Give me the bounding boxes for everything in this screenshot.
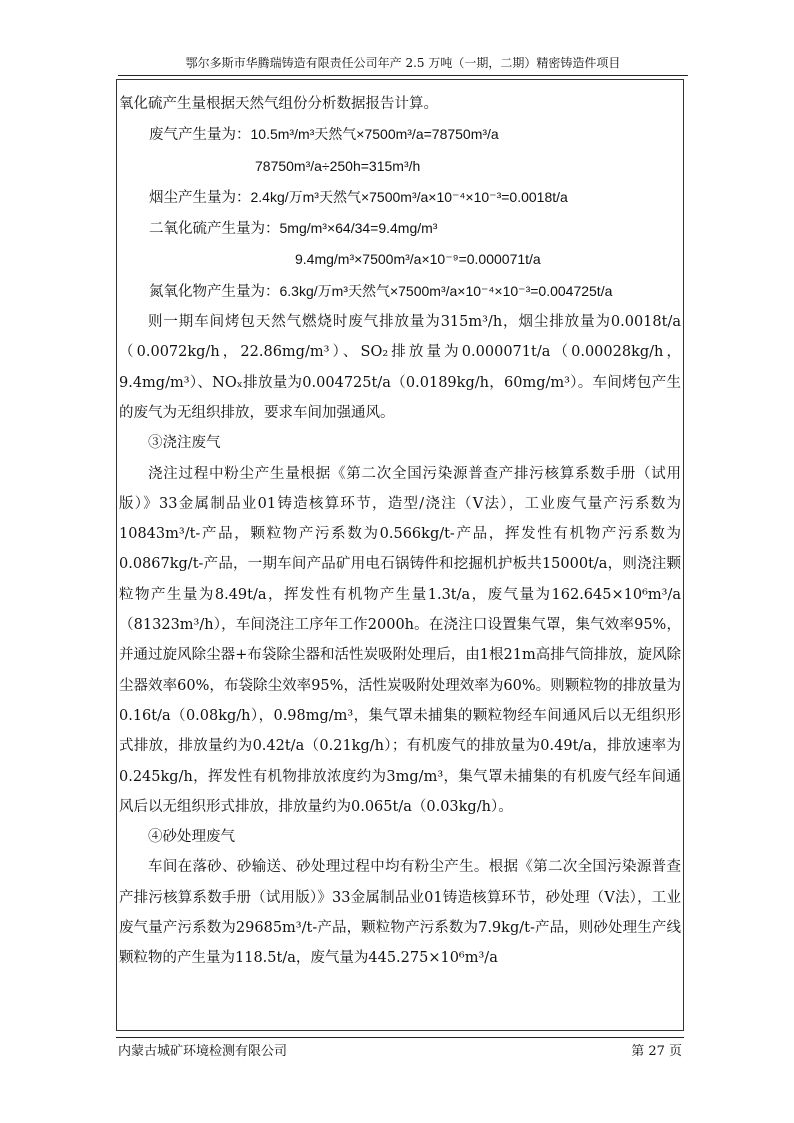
nox-equation-line <box>119 276 681 307</box>
header-rule <box>118 75 688 76</box>
section-4-title: ④砂处理废气 <box>148 829 235 846</box>
footer-company: 内蒙古城矿环境检测有限公司 <box>118 1044 288 1059</box>
nox-equation: 6.3kg/万m³天然气×7500m³/a×10⁻⁴×10⁻³=0.004725t/a <box>279 282 613 299</box>
exhaust-equation-line-2 <box>119 151 681 182</box>
document-body <box>119 89 681 974</box>
section-3-title: ③浇注废气 <box>148 435 221 452</box>
content-frame <box>116 79 684 1031</box>
footer-rule <box>116 1037 684 1038</box>
pouring-emission-paragraph: 浇注过程中粉尘产生量根据《第二次全国污染源普查产排污核算系数手册（试用版）》33金属制品业01铸造核算环节，造型/浇注（V法），工业废气量产污系数为10843m³/t-产品，颗粒物产污系数为0.566kg/t-产品，挥发性有机物产污系数为0.0867kg/t-产品，一期车间产品矿用电石锅铸件和挖掘机护板共15000t/a，则浇注颗粒物产生量为8.49t/a，挥发性有机物产生量1.3t/a，废气量为162.645×10⁶m³/a（81323m³/h），车间浇注工序年工作2000h。在浇注口设置集气罩，集气效率95%，并通过旋风除尘器+布袋除尘器和活性炭吸附处理后，由1根21m高排气筒排放，旋风除尘器效率60%，布袋除尘效率95%，活性炭吸附处理效率为60%。则颗粒物的排放量为0.16t/a（0.08kg/h），0.98mg/m³，集气罩未捕集的颗粒物经车间通风后以无组织形式排放，排放量约为0.42t/a（0.21kg/h）；有机废气的排放量为0.49t/a，排放速率为0.245kg/h，挥发性有机物排放浓度约为3mg/m³，集气罩未捕集的有机废气经车间通风后以无组织形式排放，排放量约为0.065t/a（0.03kg/h）。 <box>119 465 681 815</box>
exhaust-equation-1: 10.5m³/m³天然气×7500m³/a=78750m³/a <box>250 126 499 143</box>
so2-equation-line <box>119 213 681 244</box>
dust-equation-line <box>119 182 681 213</box>
so2-equation-2: 9.4mg/m³×7500m³/a×10⁻⁹=0.000071t/a <box>295 251 541 268</box>
bake-emission-paragraph: 则一期车间烤包天然气燃烧时废气排放量为315m³/h，烟尘排放量为0.0018t/a（0.0072kg/h，22.86mg/m³）、SO₂排放量为0.000071t/a（0.00028kg/h，9.4mg/m³）、NOₓ排放量为0.004725t/a（0.0189kg/h，60mg/m³）。车间烤包产生的废气为无组织排放，要求车间加强通风。 <box>119 314 681 421</box>
sand-emission-paragraph: 车间在落砂、砂输送、砂处理过程中均有粉尘产生。根据《第二次全国污染源普查产排污核算系数手册（试用版）》33金属制品业01铸造核算环节，砂处理（V法），工业废气量产污系数为29685m³/t-产品，颗粒物产污系数为7.9kg/t-产品，则砂处理生产线颗粒物的产生量为118.5t/a，废气量为445.275×10⁶m³/a <box>119 859 681 967</box>
exhaust-label: 废气产生量为： <box>149 127 251 144</box>
dust-equation: 2.4kg/万m³天然气×7500m³/a×10⁻⁴×10⁻³=0.0018t/a <box>250 188 568 205</box>
nox-label: 氮氧化物产生量为： <box>149 283 280 300</box>
so2-equation-1: 5mg/m³×64/34=9.4mg/m³ <box>279 220 438 237</box>
intro-paragraph: 氧化硫产生量根据天然气组份分析数据报告计算。 <box>119 96 438 112</box>
page-number: 第 27 页 <box>631 1044 682 1059</box>
dust-label: 烟尘产生量为： <box>149 189 251 206</box>
exhaust-equation-2: 78750m³/a÷250h=315m³/h <box>255 157 421 174</box>
so2-label: 二氧化硫产生量为： <box>149 221 280 238</box>
page-header: 鄂尔多斯市华腾瑞铸造有限责任公司年产 2.5 万吨（一期，二期）精密铸造件项目 <box>185 56 621 70</box>
exhaust-equation-line <box>119 119 681 150</box>
so2-equation-line-2 <box>119 244 681 275</box>
